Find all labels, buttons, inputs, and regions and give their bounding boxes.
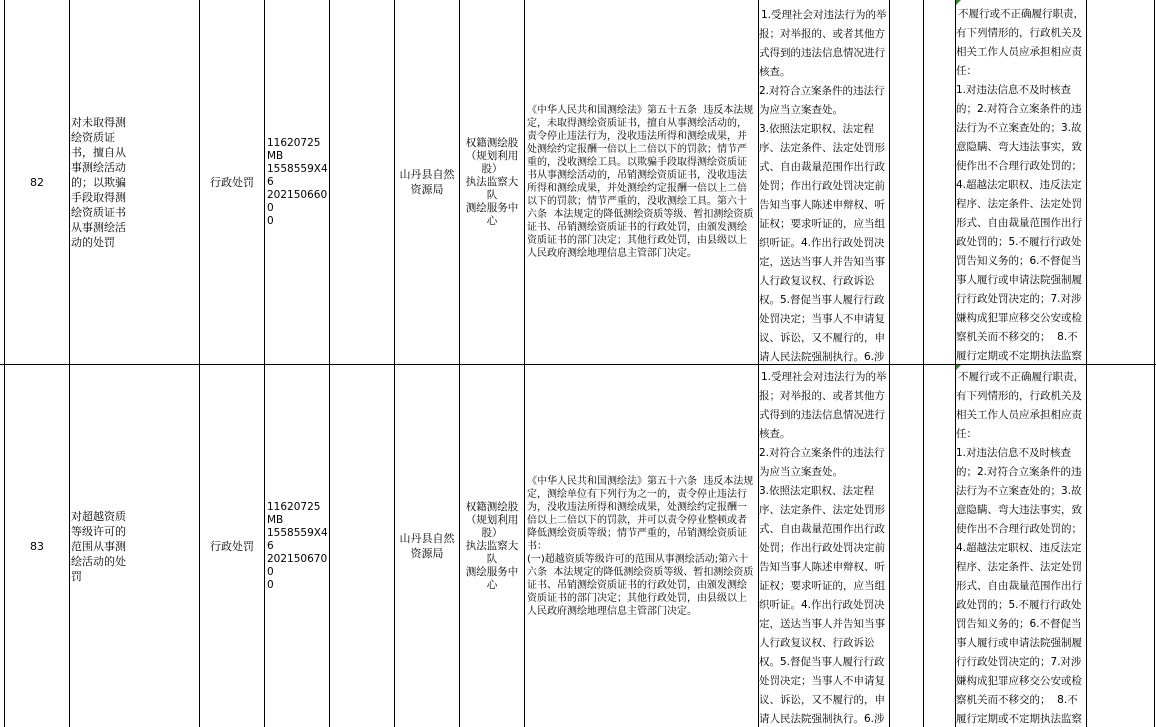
- item-code: 11620725MB 1558559X46 2021506600 0: [267, 136, 328, 227]
- responsible-unit-cell: [460, 0, 524, 364]
- empty-cell: [1087, 0, 1154, 364]
- table-row: [0, 365, 1156, 727]
- item-type: 行政处罚: [210, 539, 254, 553]
- department-cell: [395, 365, 459, 727]
- duty-text: 1.受理社会对违法行为的举报；对举报的、或者其他方式得到的违法信息情况进行核查。 2.对符合立案条件的违法行为应当立案查处。 3.依照法定职权、法定程序、法定条件、法定处罚形式、自由裁量范围作出行政处罚；作出行政处罚决定前告知当事人陈述申辩权、听证权；要求听证的，应当组织听证。4.作出行政处罚决定，送达当事人并告知当事人行政复议权、行政诉讼权。5.督促当事人履行行政处罚决定；当事人不申请复议、诉讼，又不履行的，申请人民法院强制执行。6.涉: [759, 9, 887, 363]
- liability-text: 不履行或不正确履行职责，有下列情形的，行政机关及相关工作人员应承担相应责任： 1.对违法信息不及时核查的；2.对符合立案条件的违法行为不立案查处的；3.故意隐瞒、弯大违法事实，致使作出不合理行政处罚的；4.超越法定职权、违反法定程序、法定条件、法定处罚形式、自由裁量范围作出行政处罚的；5.不履行行政处罚告知义务的；6.不督促当事人履行或申请法院强制履行行政处罚决定的；7.对涉嫌构成犯罪应移交公安或检察机关而不移交的； 8.不履行定期或不定期执法监察: [956, 8, 1084, 362]
- legal-basis-cell: [525, 0, 758, 364]
- empty-cell: [924, 365, 955, 727]
- empty-cell: [1087, 365, 1154, 727]
- liability-cell: [956, 0, 1086, 364]
- responsible-unit-cell: [460, 365, 524, 727]
- row-number-cell: [5, 365, 69, 727]
- department: 山丹县自然 资源局: [399, 532, 455, 560]
- item-code: 11620725MB 1558559X46 2021506700 0: [267, 500, 328, 591]
- legal-basis: 《中华人民共和国测绘法》第五十六条 违反本法规定，测绘单位有下列行为之一的，责令停止违法行为，没收违法所得和测绘成果，处测绘约定报酬一倍以上二倍以下的罚款，并可以责令停业整顿或者降低测绘资质等级；情节严重的，吊销测绘资质证书： (一)超越资质等级许可的范围从事测绘活动;第六十六条 本法规定的降低测绘资质等级、暂扣测绘资质证书、吊销测绘资质证书的行政处罚，由颁发测绘资质证书的部门决定；其他行政处罚，由县级以上人民政府测绘地理信息主管部门决定。: [527, 475, 754, 617]
- responsible-unit: 权籍测绘股 （规划利用 股） 执法监察大 队 测绘服务中 心: [465, 136, 519, 227]
- legal-basis-cell: [525, 365, 758, 727]
- duty-cell: [759, 0, 889, 364]
- duty-cell: [759, 365, 889, 727]
- item-name-cell: [70, 365, 199, 727]
- empty-cell: [924, 0, 955, 364]
- responsible-unit: 权籍测绘股 （规划利用 股） 执法监察大 队 测绘服务中 心: [465, 500, 519, 591]
- item-code-cell: [265, 0, 329, 364]
- item-type: 行政处罚: [210, 175, 254, 189]
- item-type-cell: [200, 0, 264, 364]
- item-code-cell: [265, 365, 329, 727]
- item-name-cell: [70, 0, 199, 364]
- empty-cell: [890, 365, 923, 727]
- department-cell: [395, 0, 459, 364]
- item-name: 对未取得测 绘资质证 书，擅自从 事测绘活动 的；以欺骗 手段取得测 绘资质证书 从事测绘活 动的处罚: [71, 115, 126, 249]
- item-type-cell: [200, 365, 264, 727]
- row-number: 83: [30, 539, 44, 553]
- comment-marker-icon: [956, 0, 961, 5]
- empty-cell: [330, 365, 394, 727]
- legal-basis: 《中华人民共和国测绘法》第五十五条 违反本法规定，未取得测绘资质证书，擅自从事测绘活动的，责令停止违法行为，没收违法所得和测绘成果，并处测绘约定报酬一倍以上二倍以下的罚款；情节严重的，没收测绘工具。以欺骗手段取得测绘资质证书从事测绘活动的，吊销测绘资质证书，没收违法所得和测绘成果，并处测绘约定报酬一倍以上二倍以下的罚款；情节严重的，没收测绘工具。第六十六条 本法规定的降低测绘资质等级、暂扣测绘资质证书、吊销测绘资质证书的行政处罚，由颁发测绘资质证书的部门决定；其他行政处罚，由县级以上人民政府测绘地理信息主管部门决定。: [527, 105, 754, 259]
- liability-text: 不履行或不正确履行职责，有下列情形的，行政机关及相关工作人员应承担相应责任： 1.对违法信息不及时核查的；2.对符合立案条件的违法行为不立案查处的；3.故意隐瞒、弯大违法事实，致使作出不合理行政处罚的；4.超越法定职权、违反法定程序、法定条件、法定处罚形式、自由裁量范围作出行政处罚的；5.不履行行政处罚告知义务的；6.不督促当事人履行或申请法院强制履行行政处罚决定的；7.对涉嫌构成犯罪应移交公安或检察机关而不移交的； 8.不履行定期或不定期执法监察: [956, 371, 1084, 725]
- row-number: 82: [30, 175, 44, 189]
- empty-cell: [330, 0, 394, 364]
- liability-cell: [956, 365, 1086, 727]
- duty-text: 1.受理社会对违法行为的举报；对举报的、或者其他方式得到的违法信息情况进行核查。 2.对符合立案条件的违法行为应当立案查处。 3.依照法定职权、法定程序、法定条件、法定处罚形式、自由裁量范围作出行政处罚；作出行政处罚决定前告知当事人陈述申辩权、听证权；要求听证的，应当组织听证。4.作出行政处罚决定，送达当事人并告知当事人行政复议权、行政诉讼权。5.督促当事人履行行政处罚决定；当事人不申请复议、诉讼，又不履行的，申请人民法院强制执行。6.涉: [759, 371, 887, 725]
- item-name: 对超越资质 等级许可的 范围从事测 绘活动的处 罚: [71, 509, 126, 583]
- department: 山丹县自然 资源局: [399, 168, 455, 196]
- row-number-cell: [5, 0, 69, 364]
- empty-cell: [890, 0, 923, 364]
- comment-marker-icon: [956, 365, 961, 370]
